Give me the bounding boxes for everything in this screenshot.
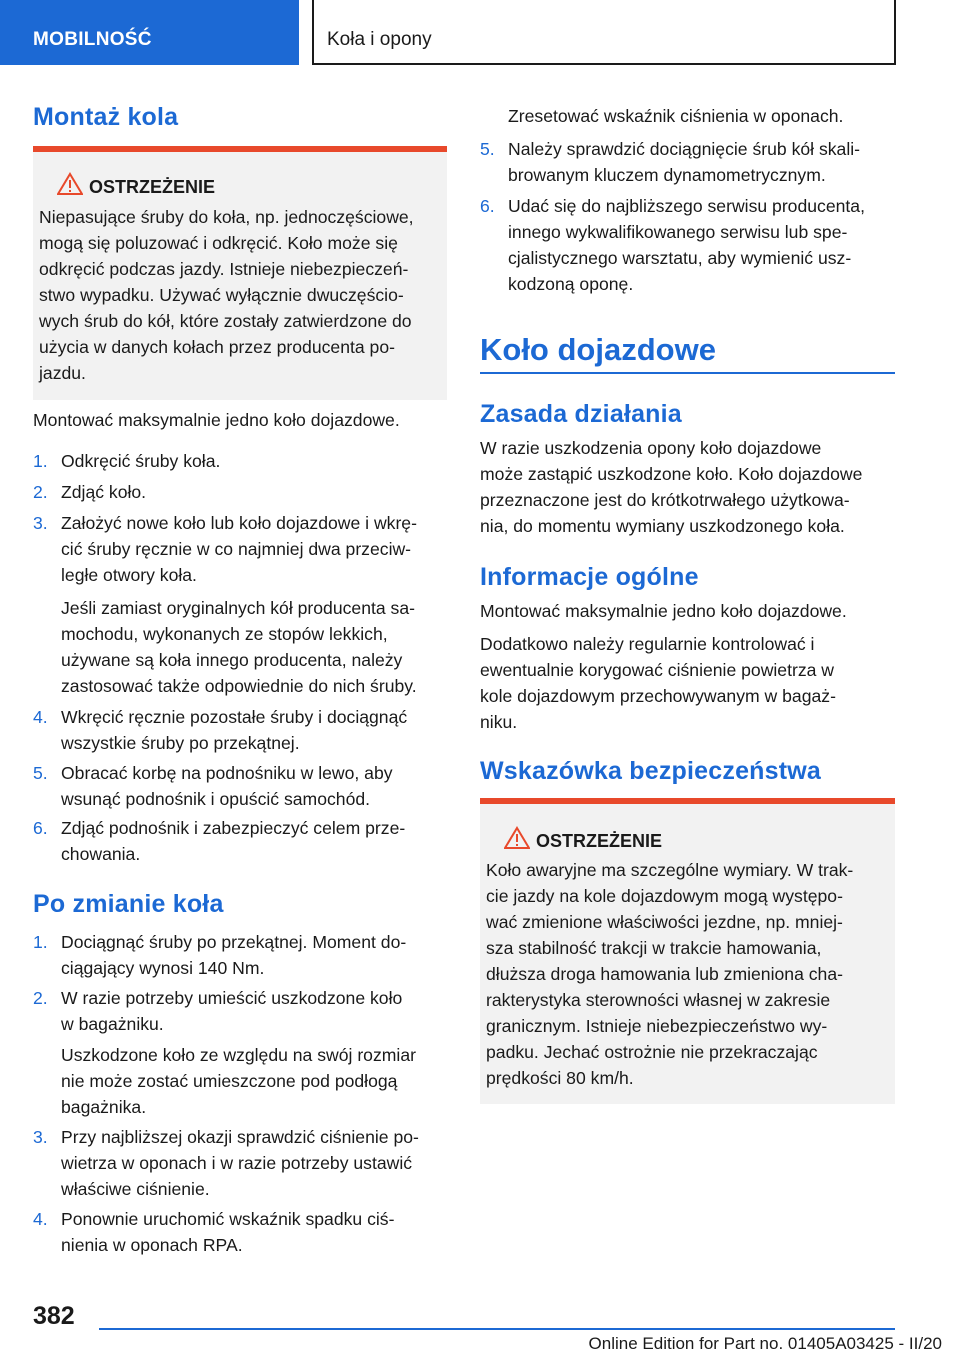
heading-rule [480,372,895,374]
heading-spare-wheel: Koło dojazdowe [480,332,716,367]
footer-rule [99,1328,895,1330]
warning-line: Niepasujące śruby do koła, np. jednoczęściowe, [39,207,414,227]
warning-triangle-icon [504,826,530,850]
warning-line: wych śrub do kół, które zostały zatwierdzone do [39,311,412,331]
warning-line: jazdu. [39,363,86,383]
edition-note: Online Edition for Part no. 01405A03425 - II/20 [588,1334,942,1353]
general-paragraph-2: Dodatkowo należy regularnie kontrolować i ewentualnie korygować ciśnienie powietrza w kole dojazdowym przechowywanym w bagaż- niku. [480,634,836,732]
warning-text [39,204,441,386]
header-section-tab [0,0,299,65]
warning-title: OSTRZEŻENIE [536,831,663,851]
header-chapter-label: Koła i opony [327,29,432,50]
page-number: 382 [33,1302,75,1330]
general-paragraph-1: Montować maksymalnie jedno koło dojazdowe. [480,601,847,621]
intro-paragraph: Montować maksymalnie jedno koło dojazdowe. [33,410,400,430]
warning-title: OSTRZEŻENIE [89,177,216,197]
header-section-label: MOBILNOŚĆ [33,29,152,50]
heading-principle: Zasada działania [480,400,682,428]
warning-box-spare [480,798,895,1104]
warning-line: mogą się poluzować i odkręcić. Koło może się [39,233,398,253]
heading-after-wheel-change: Po zmianie koła [33,890,224,918]
heading-wheel-mounting: Montaż kola [33,103,179,131]
warning-triangle-icon [57,172,83,196]
principle-paragraph: W razie uszkodzenia opony koło dojazdowe może zastąpić uszkodzone koło. Koło dojazdowe przeznaczone jest do krótkotrwałego użytkowa- nia, do momentu wymiany uszkodzonego koła. [480,438,863,536]
warning-line: stwo wypadku. Używać wyłącznie dwuczęścio- [39,285,404,305]
heading-safety-note: Wskazówka bezpieczeństwa [480,757,822,785]
warning-text: Koło awaryjne ma szczególne wymiary. W trak- cie jazdy na kole dojazdowym mogą występo- wać zmienione właściwości jezdne, np. mniej- sza stabilność trakcji w trakcie hamowania, dłuższa droga hamowania lub zmieniona cha- rakterystyka sterowności własnej w zakresie granicznym. Istnieje niebezpieczeństwo wy- padku. Jechać ostrożnie nie przekraczając prędkości 80 km/h. [486,860,854,1088]
warning-box-bolts [33,146,447,400]
warning-line: użycia w danych kołach przez producenta po- [39,337,395,357]
warning-line: odkręcić podczas jazdy. Istnieje niebezpieczeń- [39,259,409,279]
header-chapter-box [312,0,896,65]
heading-general-info: Informacje ogólne [480,563,699,591]
